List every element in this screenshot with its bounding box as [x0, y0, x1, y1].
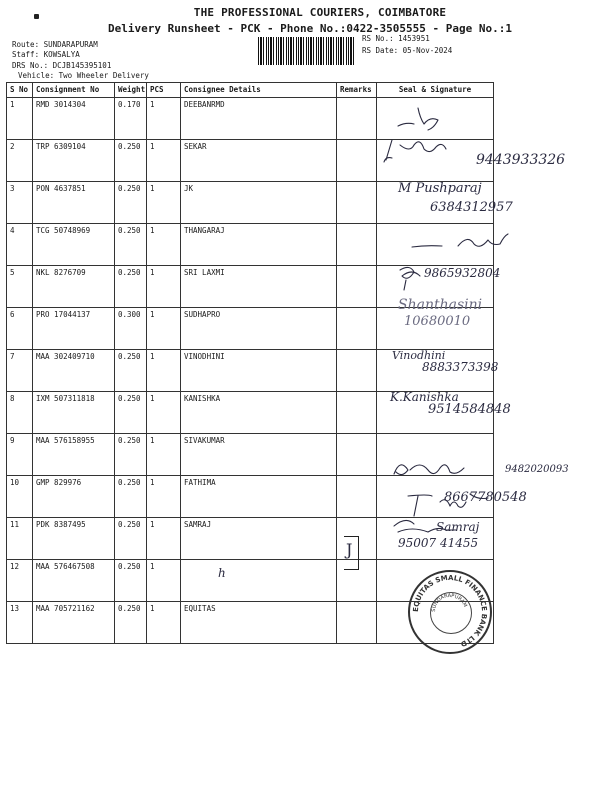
barcode — [258, 37, 354, 65]
cell-remarks — [337, 140, 377, 182]
cell-remarks — [337, 224, 377, 266]
cell-pcs: 1 — [147, 350, 181, 392]
row6-name: Shanthasini — [398, 297, 483, 313]
row10-phone: 8667780548 — [444, 490, 527, 505]
row7-name: Vinodhini — [392, 349, 446, 362]
cell-weight: 0.250 — [115, 518, 147, 560]
cell-sno: 9 — [7, 434, 33, 476]
stamp-inner-text: SUNDARAPURAM — [430, 592, 469, 613]
cell-consignee: DEEBANRMD — [181, 98, 337, 140]
cell-consignment: PDK 8387495 — [33, 518, 115, 560]
cell-remarks — [337, 182, 377, 224]
cell-consignee: VINODHINI — [181, 350, 337, 392]
row7-phone: 8883373398 — [422, 360, 499, 374]
bank-stamp — [408, 570, 492, 654]
stamp-inner-ring — [430, 592, 472, 634]
row8-name: K.Kanishka — [390, 390, 459, 404]
cell-sno: 1 — [7, 98, 33, 140]
row11-remark: J — [346, 540, 353, 559]
cell-remarks — [337, 392, 377, 434]
cell-pcs: 1 — [147, 98, 181, 140]
row9-phone: 9482020093 — [505, 464, 569, 475]
row11-phone: 95007 41455 — [398, 536, 479, 550]
cell-consignee: SIVAKUMAR — [181, 434, 337, 476]
row3-phone: 6384312957 — [430, 200, 513, 215]
cell-weight: 0.250 — [115, 140, 147, 182]
cell-consignment: MAA 302409710 — [33, 350, 115, 392]
row5-phone: 9865932804 — [424, 266, 501, 280]
cell-sno: 2 — [7, 140, 33, 182]
runsheet-table — [6, 82, 494, 644]
cell-weight: 0.250 — [115, 560, 147, 602]
cell-sno: 8 — [7, 392, 33, 434]
cell-consignment: TRP 6309104 — [33, 140, 115, 182]
header-signature: Seal & Signature — [377, 83, 494, 98]
cell-consignment: PRO 17044137 — [33, 308, 115, 350]
cell-remarks — [337, 434, 377, 476]
cell-weight: 0.250 — [115, 266, 147, 308]
cell-weight: 0.250 — [115, 476, 147, 518]
cell-consignee: FATHIMA — [181, 476, 337, 518]
cell-consignment: MAA 576158955 — [33, 434, 115, 476]
route-label: Route: SUNDARAPURAM — [12, 40, 98, 49]
vehicle-label: Vehicle: Two Wheeler Delivery — [18, 71, 149, 80]
cell-consignee — [181, 560, 337, 602]
cell-sno: 4 — [7, 224, 33, 266]
rs-date: RS Date: 05-Nov-2024 — [362, 46, 453, 55]
cell-weight: 0.250 — [115, 392, 147, 434]
cell-consignee: SRI LAXMI — [181, 266, 337, 308]
cell-sno: 5 — [7, 266, 33, 308]
header-pcs: PCS — [147, 83, 181, 98]
row8-phone: 9514584848 — [428, 402, 511, 417]
cell-weight: 0.300 — [115, 308, 147, 350]
stamp-outer-text: EQUITAS SMALL FINANCE BANK LTD — [411, 573, 489, 649]
cell-consignment: TCG 50748969 — [33, 224, 115, 266]
cell-pcs: 1 — [147, 602, 181, 644]
cell-weight: 0.250 — [115, 350, 147, 392]
table-row — [7, 224, 494, 266]
cell-consignee: EQUITAS — [181, 602, 337, 644]
table-header-row — [7, 83, 494, 98]
cell-sno: 11 — [7, 518, 33, 560]
header-weight: Weight — [115, 83, 147, 98]
cell-pcs: 1 — [147, 434, 181, 476]
cell-pcs: 1 — [147, 560, 181, 602]
header-sno: S No — [7, 83, 33, 98]
cell-consignee: SAMRAJ — [181, 518, 337, 560]
corner-mark — [34, 14, 39, 19]
cell-consignee: JK — [181, 182, 337, 224]
cell-pcs: 1 — [147, 140, 181, 182]
cell-pcs: 1 — [147, 224, 181, 266]
table-row — [7, 476, 494, 518]
cell-weight: 0.250 — [115, 224, 147, 266]
cell-remarks — [337, 350, 377, 392]
rs-number: RS No.: 1453951 — [362, 34, 430, 43]
runsheet-title: Delivery Runsheet - PCK - Phone No.:0422-3505555 - Page No.:1 — [108, 22, 512, 35]
table-row — [7, 140, 494, 182]
company-title: THE PROFESSIONAL COURIERS, COIMBATORE — [193, 6, 447, 19]
cell-consignment: GMP 829976 — [33, 476, 115, 518]
cell-sno: 12 — [7, 560, 33, 602]
cell-pcs: 1 — [147, 392, 181, 434]
cell-pcs: 1 — [147, 476, 181, 518]
cell-sno: 7 — [7, 350, 33, 392]
cell-pcs: 1 — [147, 182, 181, 224]
cell-remarks — [337, 476, 377, 518]
cell-consignee: KANISHKA — [181, 392, 337, 434]
cell-sno: 10 — [7, 476, 33, 518]
cell-consignment: MAA 576467508 — [33, 560, 115, 602]
cell-consignment: RMD 3014304 — [33, 98, 115, 140]
cell-remarks — [337, 308, 377, 350]
cell-weight: 0.250 — [115, 602, 147, 644]
row11-name: Samraj — [436, 520, 480, 534]
cell-sno: 3 — [7, 182, 33, 224]
cell-signature — [377, 434, 494, 476]
cell-sno: 13 — [7, 602, 33, 644]
cell-consignee: THANGARAJ — [181, 224, 337, 266]
cell-pcs: 1 — [147, 518, 181, 560]
drs-number: DRS No.: DCJB145395101 — [12, 61, 112, 70]
row6-phone: 10680010 — [404, 314, 471, 329]
cell-weight: 0.170 — [115, 98, 147, 140]
header-consignment: Consignment No — [33, 83, 115, 98]
cell-weight: 0.250 — [115, 182, 147, 224]
cell-pcs: 1 — [147, 266, 181, 308]
table-row — [7, 434, 494, 476]
cell-consignment: NKL 8276709 — [33, 266, 115, 308]
row2-phone: 9443933326 — [476, 152, 566, 168]
cell-consignee: SUDHAPRO — [181, 308, 337, 350]
cell-pcs: 1 — [147, 308, 181, 350]
staff-label: Staff: KOWSALYA — [12, 50, 80, 59]
cell-remarks — [337, 602, 377, 644]
cell-consignment: MAA 705721162 — [33, 602, 115, 644]
cell-consignment: PON 4637851 — [33, 182, 115, 224]
cell-signature — [377, 224, 494, 266]
row12-mark: h — [218, 566, 226, 580]
cell-signature — [377, 98, 494, 140]
cell-weight: 0.250 — [115, 434, 147, 476]
cell-consignment: IXM 507311818 — [33, 392, 115, 434]
cell-remarks — [337, 266, 377, 308]
header-remarks: Remarks — [337, 83, 377, 98]
table-row — [7, 98, 494, 140]
cell-sno: 6 — [7, 308, 33, 350]
cell-remarks — [337, 98, 377, 140]
cell-consignee: SEKAR — [181, 140, 337, 182]
row3-name: M Pushparaj — [398, 181, 482, 196]
header-consignee: Consignee Details — [181, 83, 337, 98]
